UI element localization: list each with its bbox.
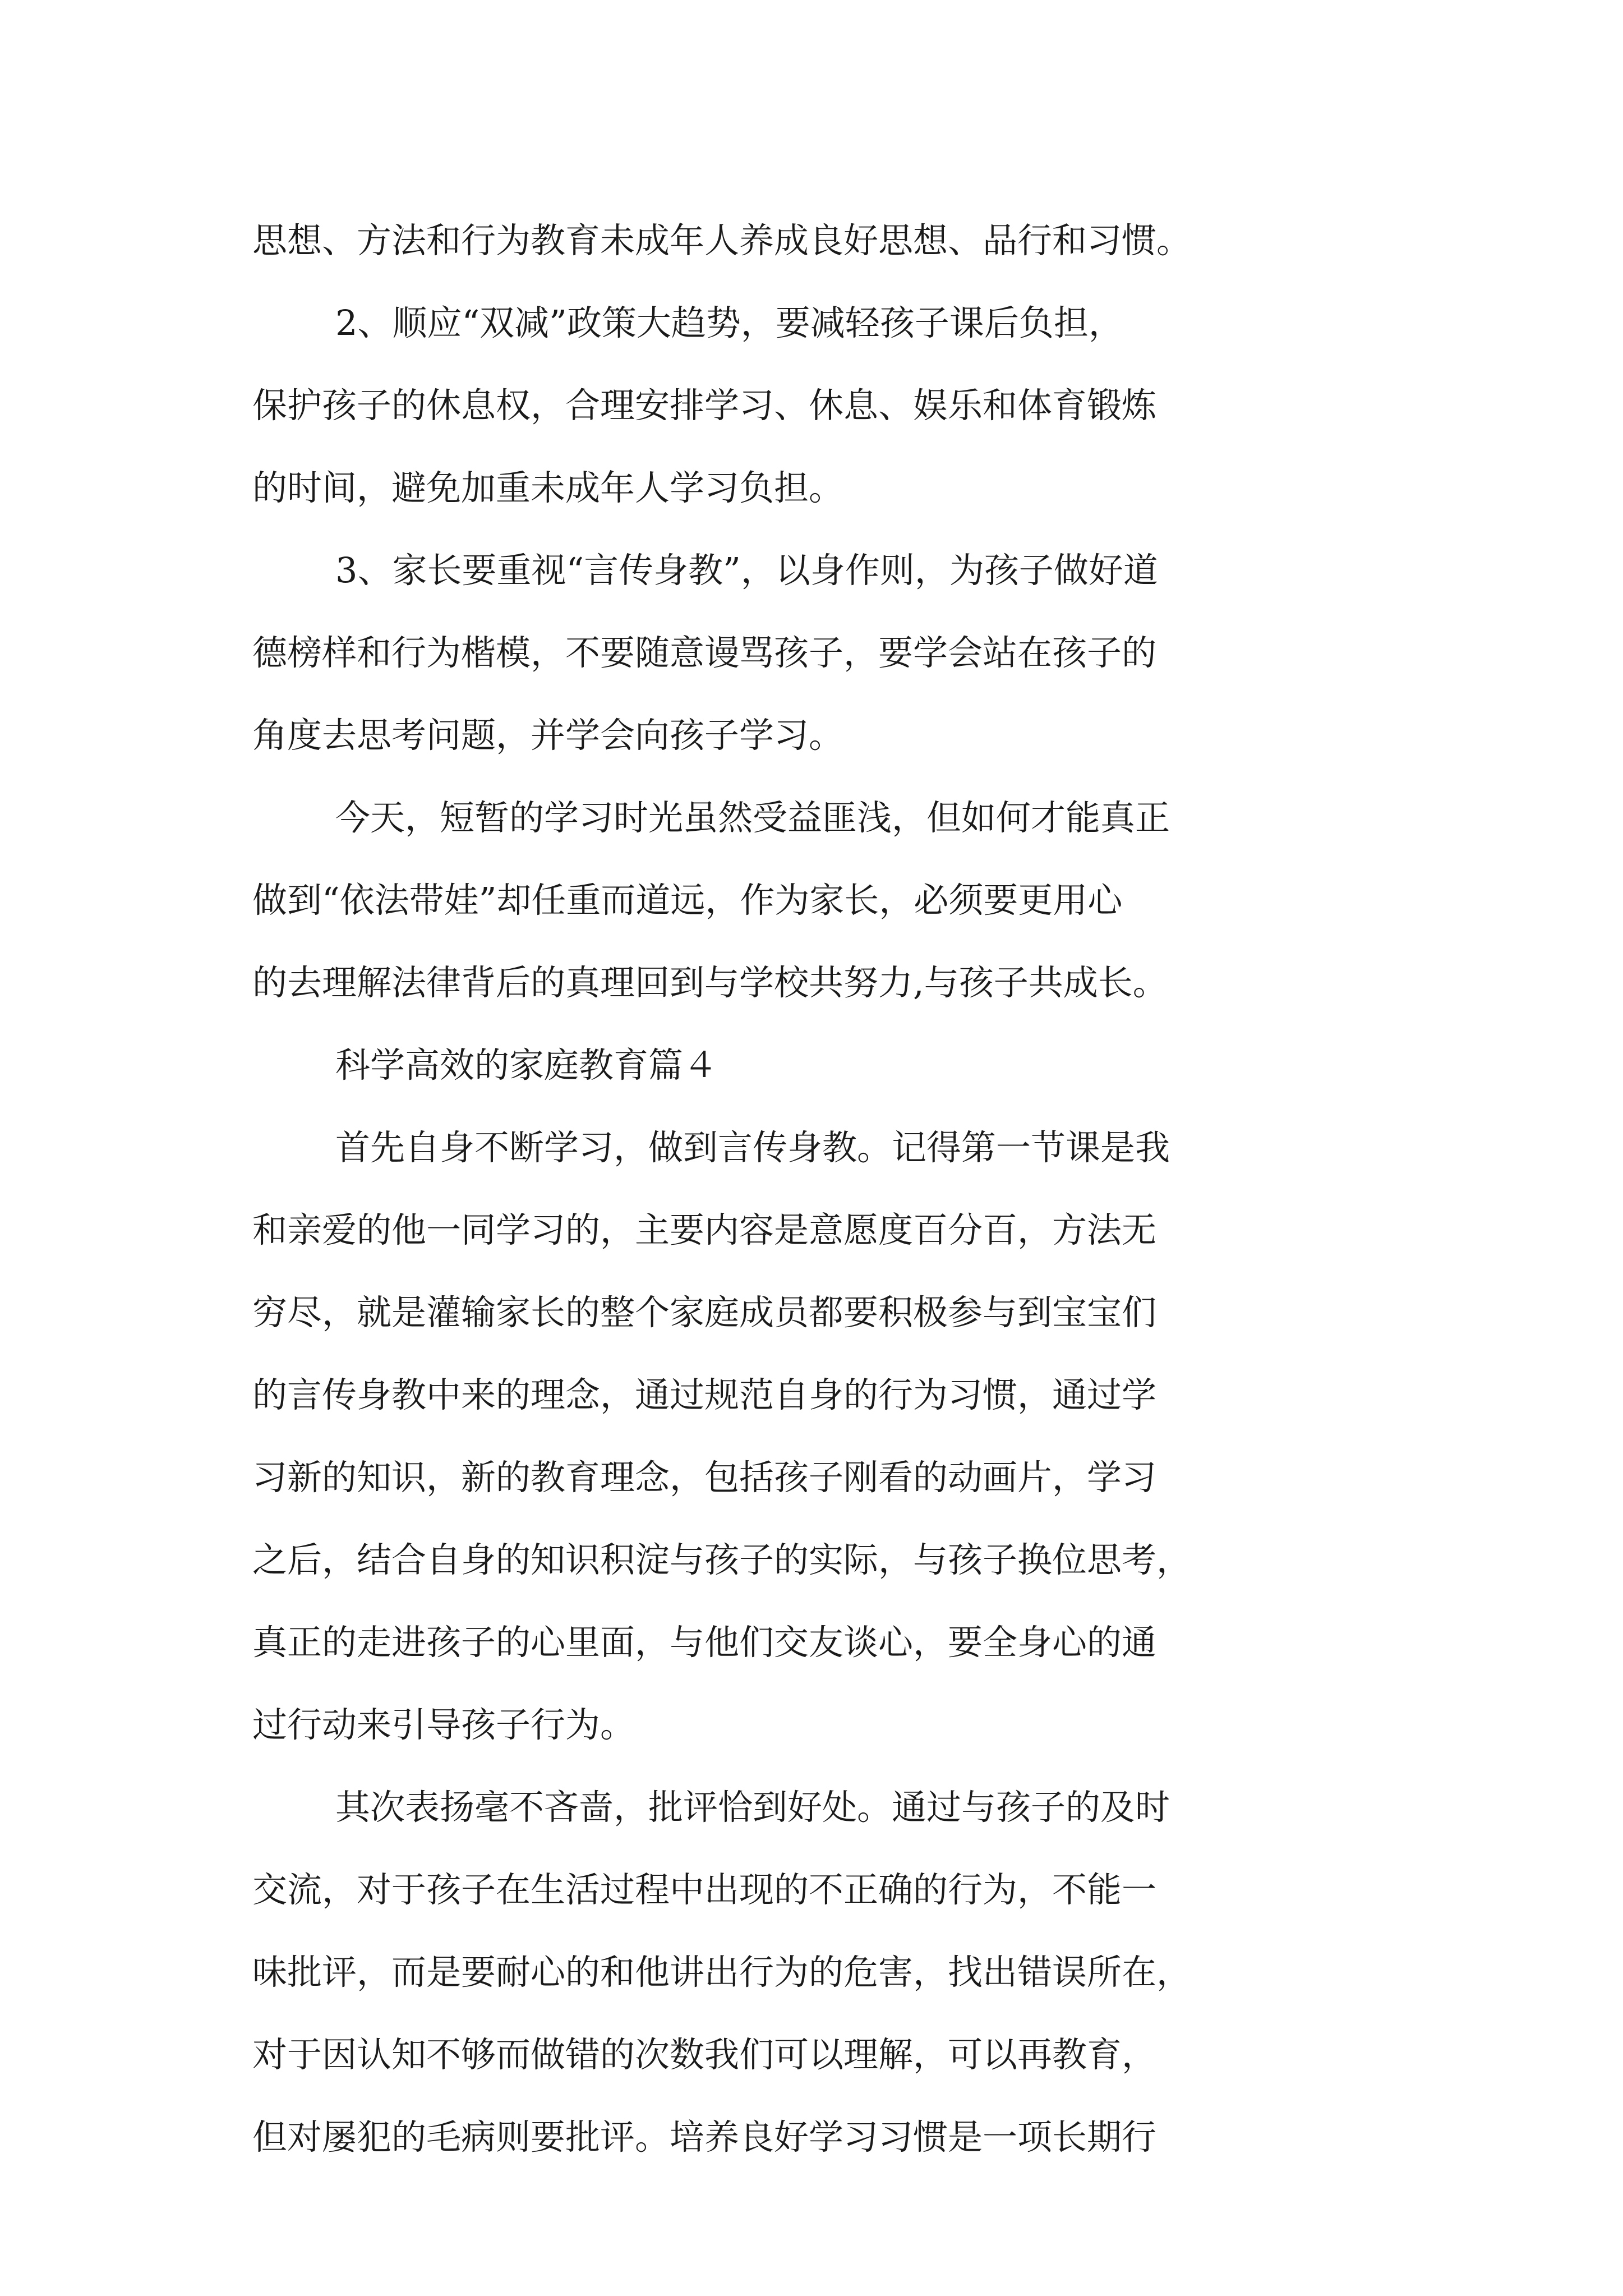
text-line: 的去理解法律背后的真理回到与学校共努力,与孩子共成长。 xyxy=(252,962,1168,1003)
text-line: 其次表扬毫不吝啬，批评恰到好处。通过与孩子的及时 xyxy=(335,1787,1170,1828)
text-line: 3、家长要重视“言传身教”，以身作则，为孩子做好道 xyxy=(335,550,1158,591)
text-line: 的时间，避免加重未成年人学习负担。 xyxy=(252,467,844,508)
text-line: 和亲爱的他一同学习的，主要内容是意愿度百分百，方法无 xyxy=(252,1209,1157,1250)
text-line: 之后，结合自身的知识积淀与孩子的实际，与孩子换位思考， xyxy=(252,1539,1192,1580)
text-line: 角度去思考问题，并学会向孩子学习。 xyxy=(252,715,844,756)
text-line: 思想、方法和行为教育未成年人养成良好思想、品行和习惯。 xyxy=(252,220,1192,261)
text-line: 味批评，而是要耐心的和他讲出行为的危害，找出错误所在， xyxy=(252,1952,1192,1993)
text-line: 穷尽，就是灌输家长的整个家庭成员都要积极参与到宝宝们 xyxy=(252,1292,1157,1333)
text-line: 但对屡犯的毛病则要批评。培养良好学习习惯是一项长期行 xyxy=(252,2116,1157,2157)
text-line: 保护孩子的休息权，合理安排学习、休息、娱乐和体育锻炼 xyxy=(252,385,1157,426)
section-heading: 科学高效的家庭教育篇４ xyxy=(335,1045,718,1085)
text-line: 做到“依法带娃”却任重而道远，作为家长，必须要更用心 xyxy=(252,880,1123,921)
text-line: 2、顺应“双减”政策大趋势，要减轻孩子课后负担， xyxy=(335,302,1123,343)
text-line: 德榜样和行为楷模，不要随意谩骂孩子，要学会站在孩子的 xyxy=(252,632,1157,673)
text-line: 对于因认知不够而做错的次数我们可以理解，可以再教育， xyxy=(252,2034,1157,2075)
text-line: 真正的走进孩子的心里面，与他们交友谈心，要全身心的通 xyxy=(252,1622,1157,1663)
text-line: 的言传身教中来的理念，通过规范自身的行为习惯，通过学 xyxy=(252,1374,1157,1415)
text-line: 交流，对于孩子在生活过程中出现的不正确的行为，不能一 xyxy=(252,1869,1157,1910)
text-line: 习新的知识，新的教育理念，包括孩子刚看的动画片，学习 xyxy=(252,1457,1157,1498)
document-body xyxy=(252,199,1385,2178)
text-line: 首先自身不断学习，做到言传身教。记得第一节课是我 xyxy=(335,1127,1170,1168)
text-line: 过行动来引导孩子行为。 xyxy=(252,1704,635,1745)
text-line: 今天，短暂的学习时光虽然受益匪浅，但如何才能真正 xyxy=(335,797,1170,838)
